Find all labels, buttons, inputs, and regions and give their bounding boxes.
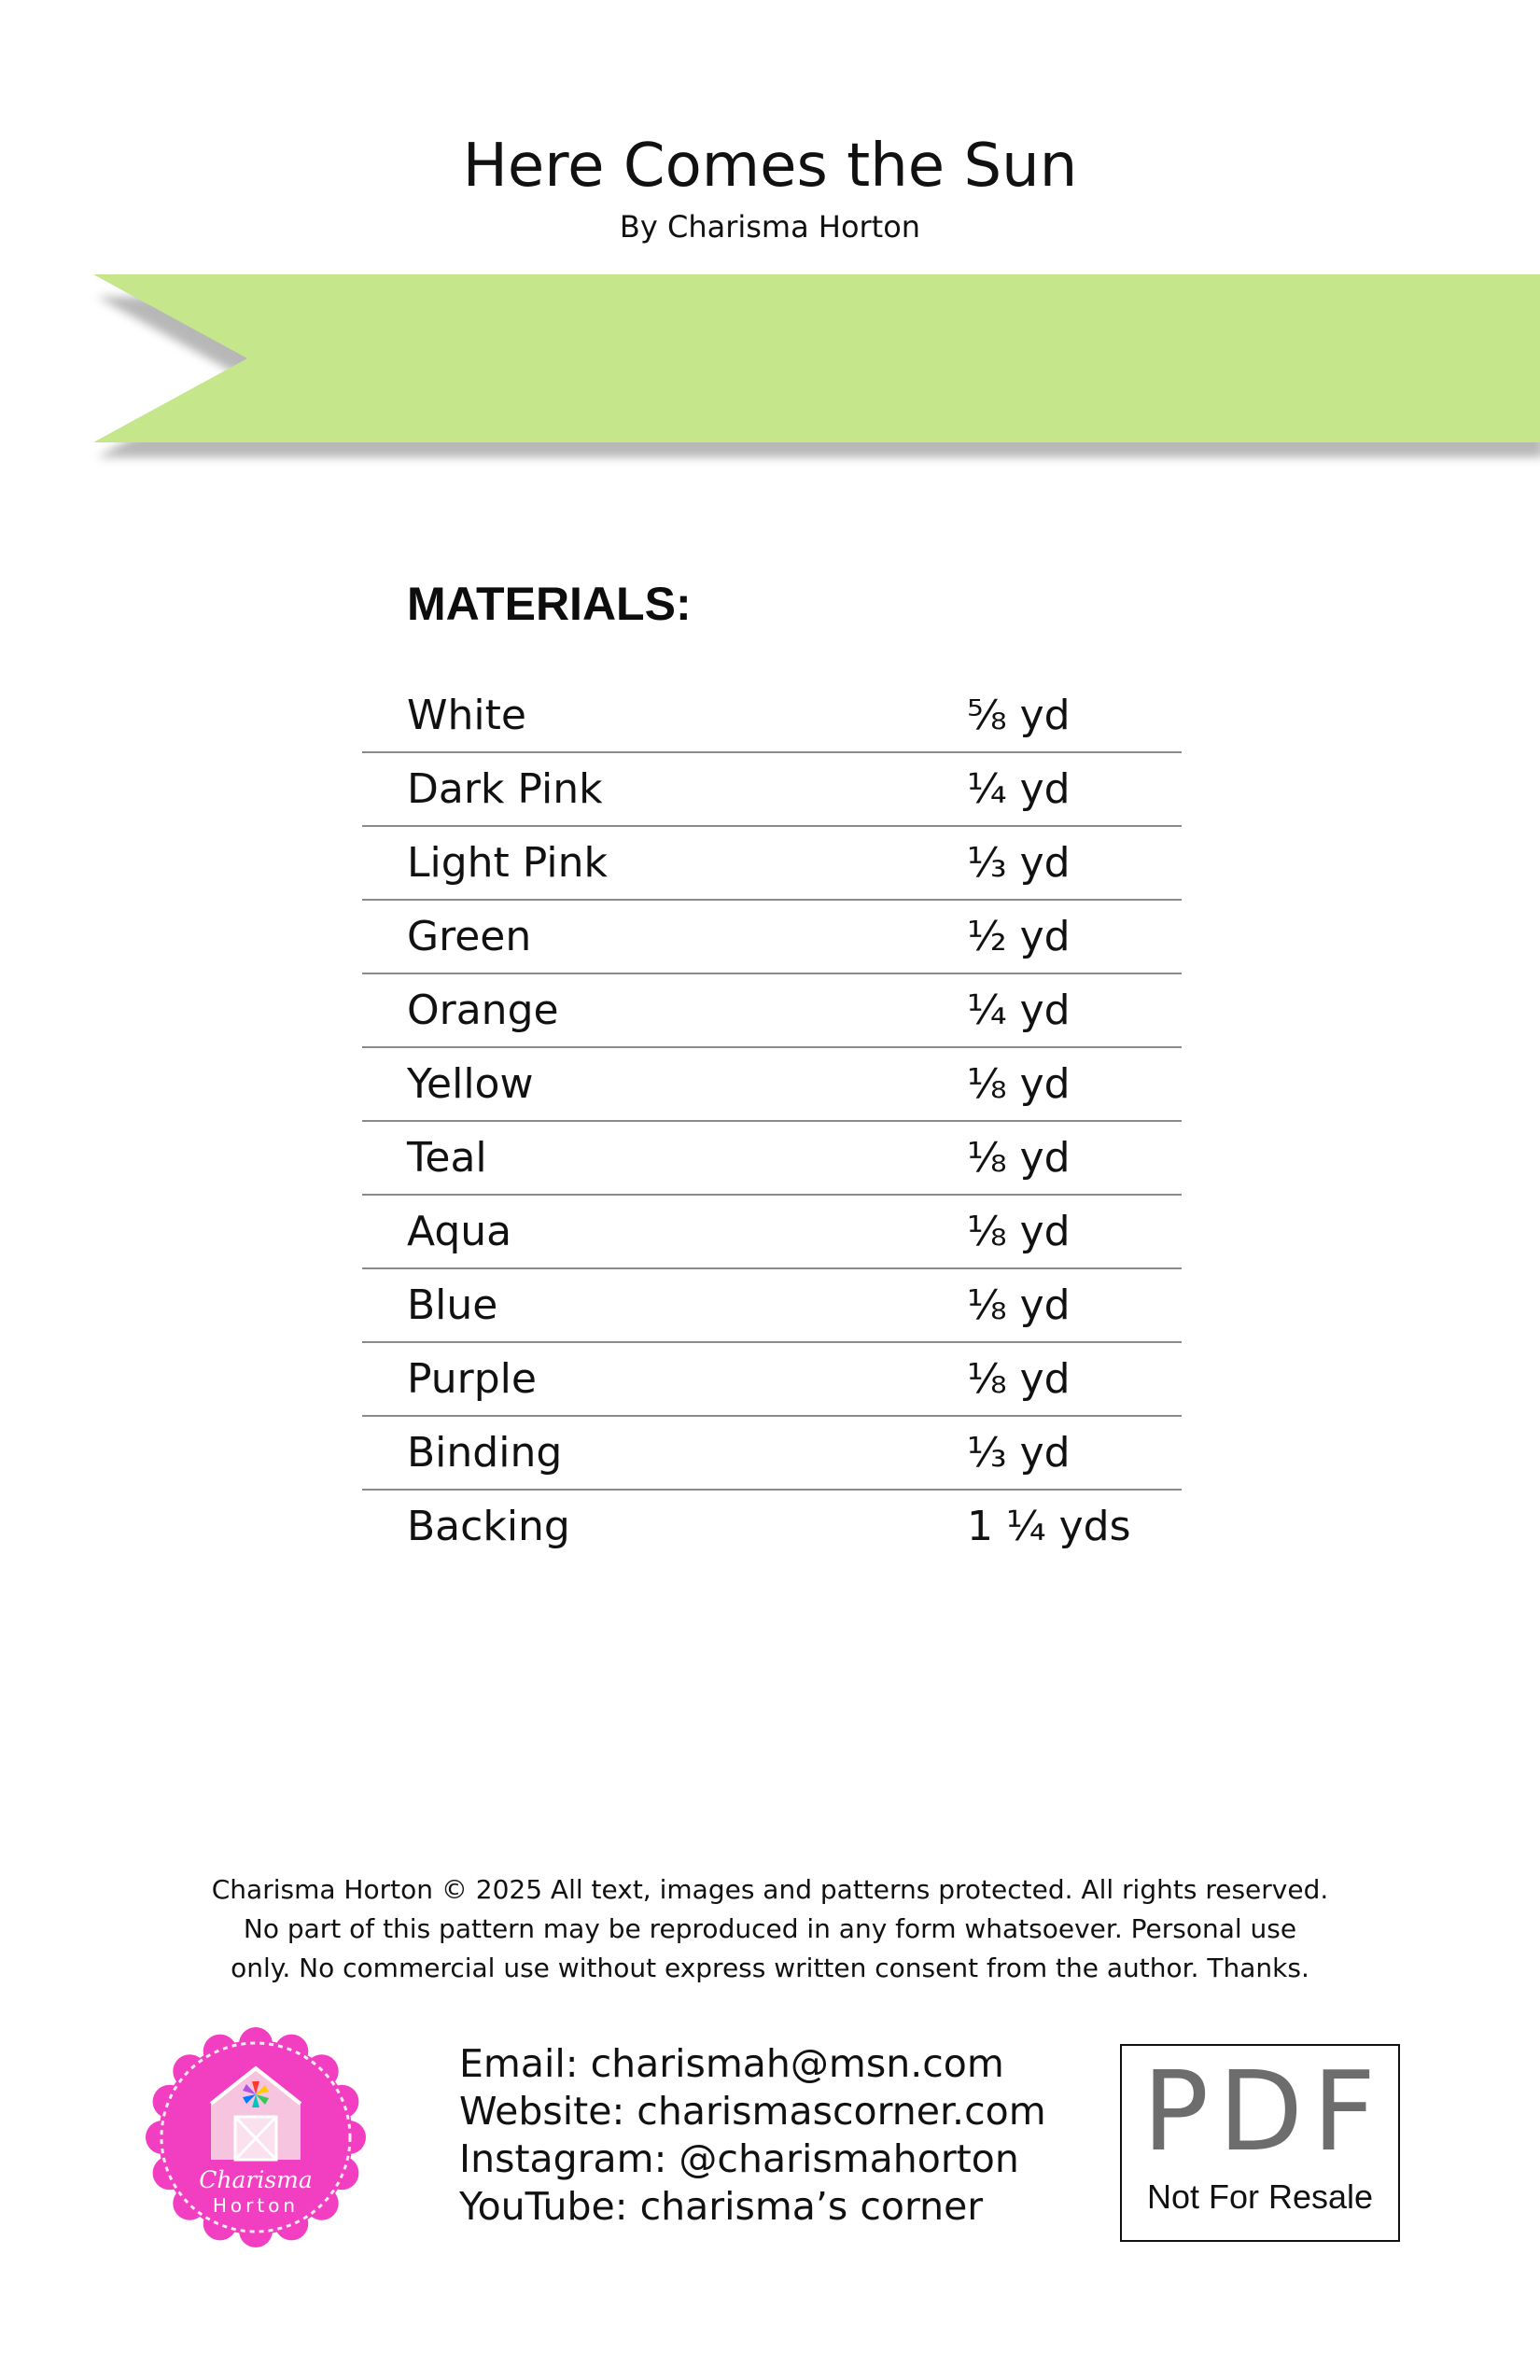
material-name: Purple [407,1355,537,1403]
materials-heading: MATERIALS: [407,578,692,630]
material-name: Aqua [407,1208,512,1255]
materials-row [362,974,1182,1048]
pdf-not-for-resale-badge [1120,2044,1400,2242]
logo-text-horton: Horton [212,2194,300,2217]
materials-row [362,1491,1182,1564]
logo-scallop [203,2035,237,2068]
logo-scallop [153,2085,187,2119]
material-name: Light Pink [407,839,608,887]
pattern-author: By Charisma Horton [619,209,921,245]
materials-row [362,1417,1182,1491]
contact-website: Website: charismascorner.com [459,2089,1046,2134]
banner-ribbon [93,274,1540,442]
logo-text-charisma: Charisma [199,2166,313,2193]
material-name: Backing [407,1503,570,1550]
material-quantity: ⅛ yd [967,1208,1071,1255]
material-name: Dark Pink [407,765,603,813]
material-quantity: ⅛ yd [967,1060,1071,1108]
copyright-notice [0,1870,1540,1988]
material-name: Green [407,913,532,960]
material-quantity: ¼ yd [967,987,1071,1034]
material-name: Binding [407,1429,563,1477]
material-quantity: ¼ yd [967,765,1071,813]
logo-scallop [153,2156,187,2190]
contact-info [459,2040,1046,2231]
material-quantity: ½ yd [967,913,1071,960]
materials-row [362,1269,1182,1343]
material-name: White [407,692,526,739]
material-name: Blue [407,1281,498,1329]
copyright-line: only. No commercial use without express written consent from the author. Thanks. [231,1953,1309,1983]
materials-row [362,901,1182,974]
materials-row [362,827,1182,901]
copyright-line: Charisma Horton © 2025 All text, images and patterns protected. All rights reserved. [211,1874,1329,1905]
contact-instagram: Instagram: @charismahorton [459,2136,1019,2181]
contact-email: Email: charismah@msn.com [459,2041,1004,2086]
material-name: Orange [407,987,559,1034]
materials-row [362,1196,1182,1269]
pattern-title: Here Comes the Sun [462,132,1078,201]
material-quantity: ⅓ yd [967,839,1071,887]
contact-youtube: YouTube: charisma’s corner [459,2184,984,2229]
material-quantity: ⅓ yd [967,1429,1071,1477]
pdf-badge-note: Not For Resale [1146,2177,1374,2216]
materials-row [362,1122,1182,1196]
material-name: Yellow [407,1060,534,1108]
material-name: Teal [407,1134,487,1182]
materials-row [362,679,1182,753]
material-quantity: 1 ¼ yds [967,1503,1131,1550]
charisma-horton-logo [146,2027,366,2247]
material-quantity: ⅛ yd [967,1281,1071,1329]
material-quantity: ⅛ yd [967,1134,1071,1182]
pdf-badge-label: PDF [1142,2047,1385,2176]
logo-scallop [325,2156,358,2190]
green-ribbon-banner [0,261,1540,476]
materials-row [362,753,1182,827]
material-quantity: ⅛ yd [967,1355,1071,1403]
materials-table [362,679,1182,1564]
material-quantity: ⅝ yd [967,692,1071,739]
materials-row [362,1048,1182,1122]
materials-row [362,1343,1182,1417]
copyright-line: No part of this pattern may be reproduced in any form whatsoever. Personal use [243,1913,1297,1944]
